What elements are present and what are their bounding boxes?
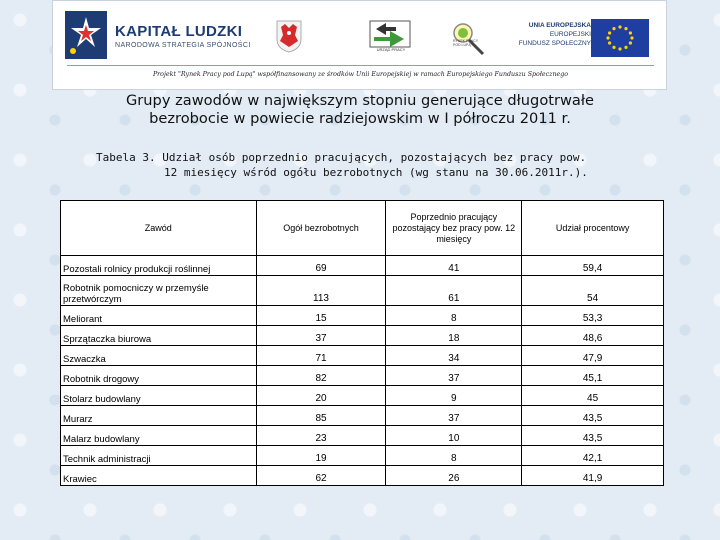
cell-occupation: Malarz budowlany — [61, 426, 257, 446]
cell-percent: 42,1 — [522, 446, 664, 466]
header-cell-udzial: Udział procentowy — [522, 201, 664, 256]
urzad-label: URZĄD PRACY — [376, 47, 406, 52]
occupations-table — [60, 200, 664, 486]
eu-text-block — [503, 21, 591, 48]
cell-total: 69 — [256, 256, 386, 276]
cell-total: 113 — [256, 276, 386, 306]
brand-subtitle: NARODOWA STRATEGIA SPÓJNOŚCI — [115, 42, 251, 49]
cell-occupation: Technik administracji — [61, 446, 257, 466]
rynek-label: RYNEK PRACY POD LUPĄ — [453, 39, 478, 47]
eu-flag-icon — [591, 19, 649, 57]
cell-total: 37 — [256, 326, 386, 346]
cell-occupation: Robotnik pomocniczy w przemyśle przetwórczym — [61, 276, 257, 306]
cell-percent: 54 — [522, 276, 664, 306]
table-header-row — [61, 201, 664, 256]
table-row — [61, 406, 664, 426]
page-title-line-2: bezrobocie w powiecie radziejowskim w I półroczu 2011 r. — [149, 110, 571, 127]
cell-long-term: 26 — [386, 466, 522, 486]
page-title-line-1: Grupy zawodów w największym stopniu generujące długotrwałe — [126, 92, 594, 109]
crest-icon — [275, 19, 303, 53]
cell-long-term: 41 — [386, 256, 522, 276]
cell-long-term: 10 — [386, 426, 522, 446]
page-title — [40, 92, 680, 128]
cell-long-term: 61 — [386, 276, 522, 306]
cell-long-term: 8 — [386, 306, 522, 326]
cell-long-term: 18 — [386, 326, 522, 346]
cell-total: 23 — [256, 426, 386, 446]
header-cell-ogol: Ogół bezrobotnych — [256, 201, 386, 256]
header-cell-zawod: Zawód — [61, 201, 257, 256]
brand-title: KAPITAŁ LUDZKI — [115, 23, 243, 40]
cell-occupation: Meliorant — [61, 306, 257, 326]
cell-percent: 59,4 — [522, 256, 664, 276]
table-row — [61, 466, 664, 486]
table-caption-line-1: Tabela 3. Udział osób poprzednio pracujących, pozostających bez pracy pow. — [96, 151, 587, 164]
cell-long-term: 37 — [386, 406, 522, 426]
kapital-ludzki-logo-icon — [65, 11, 107, 59]
eu-line-2: EUROPEJSKI — [549, 31, 591, 38]
cell-total: 71 — [256, 346, 386, 366]
table-row — [61, 426, 664, 446]
cell-occupation: Pozostali rolnicy produkcji roślinnej — [61, 256, 257, 276]
header-banner — [52, 0, 667, 90]
cell-percent: 43,5 — [522, 406, 664, 426]
table-caption — [60, 150, 670, 180]
banner-divider — [67, 65, 654, 66]
cell-percent: 48,6 — [522, 326, 664, 346]
table-row — [61, 386, 664, 406]
cell-occupation: Krawiec — [61, 466, 257, 486]
project-note: Projekt "Rynek Pracy pod Lupą" współfinansowany ze środków Unii Europejskiej w ramach Europejskiego Funduszu Społecznego — [152, 71, 569, 78]
cell-long-term: 34 — [386, 346, 522, 366]
cell-total: 82 — [256, 366, 386, 386]
table-caption-line-2: 12 miesięcy wśród ogółu bezrobotnych (wg stanu na 30.06.2011r.). — [164, 166, 588, 179]
cell-total: 19 — [256, 446, 386, 466]
eu-line-3: FUNDUSZ SPOŁECZNY — [518, 40, 591, 47]
table-row — [61, 256, 664, 276]
cell-total: 20 — [256, 386, 386, 406]
cell-percent: 47,9 — [522, 346, 664, 366]
cell-occupation: Sprzątaczka biurowa — [61, 326, 257, 346]
table-row — [61, 276, 664, 306]
cell-percent: 45 — [522, 386, 664, 406]
cell-percent: 41,9 — [522, 466, 664, 486]
cell-total: 62 — [256, 466, 386, 486]
table-row — [61, 366, 664, 386]
cell-long-term: 9 — [386, 386, 522, 406]
cell-occupation: Robotnik drogowy — [61, 366, 257, 386]
cell-total: 85 — [256, 406, 386, 426]
cell-percent: 53,3 — [522, 306, 664, 326]
cell-percent: 43,5 — [522, 426, 664, 446]
header-cell-poprzednio: Poprzednio pracujący pozostający bez pracy pow. 12 miesięcy — [386, 201, 522, 256]
cell-occupation: Szwaczka — [61, 346, 257, 366]
eu-line-1: UNIA EUROPEJSKA — [528, 22, 591, 29]
table-row — [61, 306, 664, 326]
cell-total: 15 — [256, 306, 386, 326]
table-row — [61, 346, 664, 366]
table-row — [61, 446, 664, 466]
cell-occupation: Stolarz budowlany — [61, 386, 257, 406]
table-row — [61, 326, 664, 346]
cell-percent: 45,1 — [522, 366, 664, 386]
cell-occupation: Murarz — [61, 406, 257, 426]
cell-long-term: 37 — [386, 366, 522, 386]
cell-long-term: 8 — [386, 446, 522, 466]
